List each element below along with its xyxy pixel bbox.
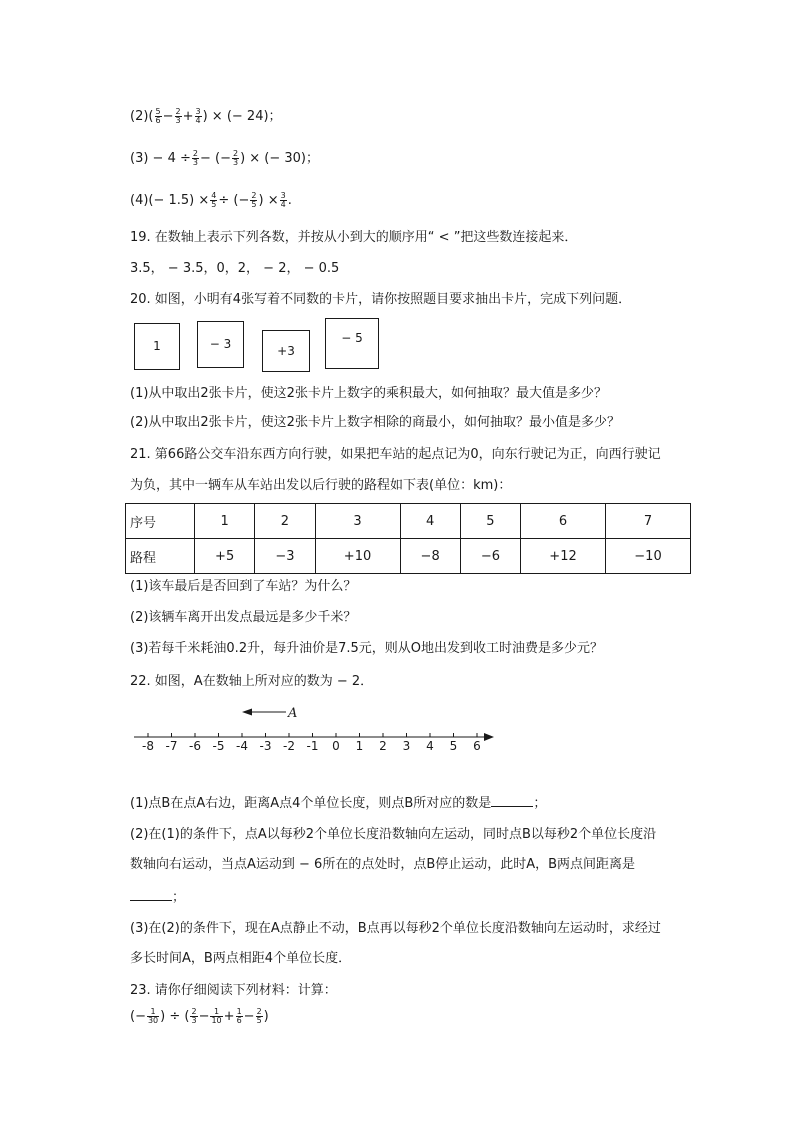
card-4 xyxy=(325,318,379,369)
numerator: 2 xyxy=(232,149,239,158)
denominator: 10 xyxy=(211,1016,222,1025)
table-cell: +5 xyxy=(195,539,255,574)
fraction xyxy=(190,1008,197,1025)
q23-stem: 23. 请你仔细阅读下列材料：计算： xyxy=(130,983,337,998)
numerator: 4 xyxy=(211,191,217,200)
table-cell: −6 xyxy=(460,539,520,574)
numerator: 2 xyxy=(251,191,257,200)
card-1 xyxy=(134,323,180,370)
fraction xyxy=(210,192,217,209)
denominator: 3 xyxy=(191,1016,197,1025)
axis-tick-label: -8 xyxy=(142,739,154,753)
q23-expression xyxy=(130,1008,269,1026)
table-row xyxy=(126,504,691,539)
axis-arrowhead xyxy=(484,733,494,741)
q22-part3-line1: (3)在(2)的条件下，现在A点静止不动，B点再以每秒2个单位长度沿数轴向左运动时，求经过 xyxy=(130,921,661,936)
denominator: 4 xyxy=(195,116,201,125)
fraction xyxy=(147,1008,159,1025)
movement-arrowhead xyxy=(242,709,252,716)
q22-part2-line3 xyxy=(130,888,185,907)
q18-part3 xyxy=(130,150,319,168)
denominator: 6 xyxy=(155,116,161,125)
table-cell: 3 xyxy=(315,504,400,539)
denominator: 3 xyxy=(232,158,239,167)
table-cell: 4 xyxy=(400,504,460,539)
table-cell: +12 xyxy=(521,539,606,574)
axis-tick-label: -6 xyxy=(189,739,201,753)
card-value: 1 xyxy=(153,339,161,353)
q18-part2 xyxy=(130,108,282,126)
paren: (− xyxy=(130,1009,146,1024)
denominator: 3 xyxy=(192,158,198,167)
table-cell: 5 xyxy=(460,504,520,539)
table-cell: −8 xyxy=(400,539,460,574)
axis-tick-label: -5 xyxy=(212,739,225,753)
q22-stem: 22. 如图，A在数轴上所对应的数为 − 2． xyxy=(130,674,374,689)
operator: ) ÷ ( xyxy=(160,1009,190,1024)
q21-part1: (1)该车最后是否回到了车站？为什么？ xyxy=(130,579,357,594)
operator: + xyxy=(182,109,194,124)
route-table xyxy=(125,503,691,574)
fraction xyxy=(192,150,199,167)
axis-tick-label: -7 xyxy=(165,739,178,753)
fraction xyxy=(175,108,182,125)
axis-tick-label: -4 xyxy=(236,739,248,753)
table-header-cell: 序号 xyxy=(126,504,195,539)
denominator: 30 xyxy=(147,1016,159,1025)
q20-part1: (1)从中取出2张卡片，使这2张卡片上数字的乘积最大，如何抽取？最大值是多少？ xyxy=(130,386,607,401)
q18-p2-label: (2) xyxy=(130,109,149,124)
axis-tick-label: 0 xyxy=(332,739,340,753)
q18-part4 xyxy=(130,192,292,210)
q22-part2-line2: 数轴向右运动，当点A运动到 − 6所在的点处时，点B停止运动，此时A，B两点间距离是 xyxy=(130,857,636,872)
expression-tail: ) × (− 30)； xyxy=(240,151,320,166)
denominator: 4 xyxy=(280,200,286,209)
number-line xyxy=(128,700,508,760)
answer-blank[interactable] xyxy=(130,888,172,901)
q21-part2: (2)该辆车离开出发点最远是多少千米？ xyxy=(130,610,357,625)
card-value: − 3 xyxy=(209,337,232,351)
denominator: 5 xyxy=(211,200,217,209)
q19-numbers: 3.5， − 3.5，0，2， − 2， − 0.5 xyxy=(130,261,340,276)
numerator: 3 xyxy=(195,107,201,116)
q22-part2-line1: (2)在(1)的条件下，点A以每秒2个单位长度沿数轴向左运动，同时点B以每秒2个单位长度沿 xyxy=(130,827,657,842)
axis-tick-label: 6 xyxy=(473,739,481,753)
fraction xyxy=(236,1008,243,1025)
axis-tick-label: 3 xyxy=(402,739,411,753)
denominator: 3 xyxy=(175,116,181,125)
table-cell: 1 xyxy=(195,504,255,539)
paren: ) xyxy=(263,1009,269,1024)
fraction xyxy=(195,108,202,125)
q18-p3-label: (3) − 4 ÷ xyxy=(130,151,191,166)
punctuation: ； xyxy=(533,796,547,811)
numerator: 1 xyxy=(147,1008,159,1017)
expression-tail: . xyxy=(287,193,292,208)
table-cell: +10 xyxy=(315,539,400,574)
fraction xyxy=(232,150,239,167)
axis-tick-label: -2 xyxy=(283,739,295,753)
card-2 xyxy=(197,321,244,368)
point-a-label: A xyxy=(288,706,298,721)
numerator: 3 xyxy=(280,191,286,200)
paren: ( xyxy=(148,109,154,124)
punctuation: ； xyxy=(172,890,186,905)
table-cell: −10 xyxy=(606,539,691,574)
q21-stem-line2: 为负，其中一辆车从车站出发以后行驶的路程如下表(单位：km)： xyxy=(130,478,512,493)
q21-stem-line1: 21. 第66路公交车沿东西方向行驶，如果把车站的起点记为0，向东行驶记为正，向西行驶记 xyxy=(130,447,661,462)
denominator: 5 xyxy=(251,200,257,209)
axis-tick-label: 4 xyxy=(426,739,434,753)
table-row xyxy=(126,539,691,574)
card-3 xyxy=(262,330,310,372)
card-value: +3 xyxy=(277,344,295,358)
operator: − xyxy=(162,109,174,124)
numerator: 2 xyxy=(256,1007,262,1016)
fraction xyxy=(155,108,162,125)
q19-stem: 19. 在数轴上表示下列各数，并按从小到大的顺序用“ < ”把这些数连接起来． xyxy=(130,230,578,245)
q18-p4-label: (4)(− 1.5) × xyxy=(130,193,210,208)
fraction xyxy=(210,1008,222,1025)
numerator: 2 xyxy=(191,1007,197,1016)
axis-tick-label: 2 xyxy=(379,739,387,753)
fraction xyxy=(250,192,257,209)
axis-tick-label: 5 xyxy=(449,739,458,753)
numerator: 2 xyxy=(192,149,198,158)
card-value: − 5 xyxy=(341,331,363,345)
numerator: 1 xyxy=(210,1008,222,1017)
answer-blank[interactable] xyxy=(491,794,533,807)
q20-stem: 20. 如图，小明有4张写着不同数的卡片，请你按照题目要求抽出卡片，完成下列问题． xyxy=(130,292,632,307)
fraction xyxy=(280,192,287,209)
numerator: 2 xyxy=(175,107,181,116)
q22-part1 xyxy=(130,794,546,813)
fraction xyxy=(256,1008,263,1025)
denominator: 6 xyxy=(236,1016,242,1025)
q22-p1-text: (1)点B在点A右边，距离A点4个单位长度，则点B所对应的数是 xyxy=(130,796,492,811)
table-cell: 6 xyxy=(521,504,606,539)
q21-part3: (3)若每千米耗油0.2升，每升油价是7.5元，则从O地出发到收工时油费是多少元？ xyxy=(130,641,603,656)
operator: − xyxy=(198,1009,210,1024)
table-cell: −3 xyxy=(255,539,315,574)
expression-tail: ) × (− 24)； xyxy=(202,109,282,124)
q20-part2: (2)从中取出2张卡片，使这2张卡片上数字相除的商最小，如何抽取？最小值是多少？ xyxy=(130,415,620,430)
axis-ticks xyxy=(142,733,481,753)
table-header-cell: 路程 xyxy=(126,539,195,574)
table-cell: 2 xyxy=(255,504,315,539)
numerator: 5 xyxy=(155,107,161,116)
axis-tick-label: -1 xyxy=(306,739,319,753)
table-cell: 7 xyxy=(606,504,691,539)
operator: ÷ (− xyxy=(218,193,250,208)
operator: − xyxy=(243,1009,255,1024)
q22-part3-line2: 多长时间A，B两点相距4个单位长度． xyxy=(130,951,352,966)
operator: + xyxy=(223,1009,235,1024)
operator: ) × xyxy=(258,193,279,208)
denominator: 5 xyxy=(256,1016,262,1025)
axis-tick-label: 1 xyxy=(355,739,364,753)
numerator: 1 xyxy=(236,1007,242,1016)
axis-tick-label: -3 xyxy=(259,739,272,753)
operator: − (− xyxy=(199,151,231,166)
